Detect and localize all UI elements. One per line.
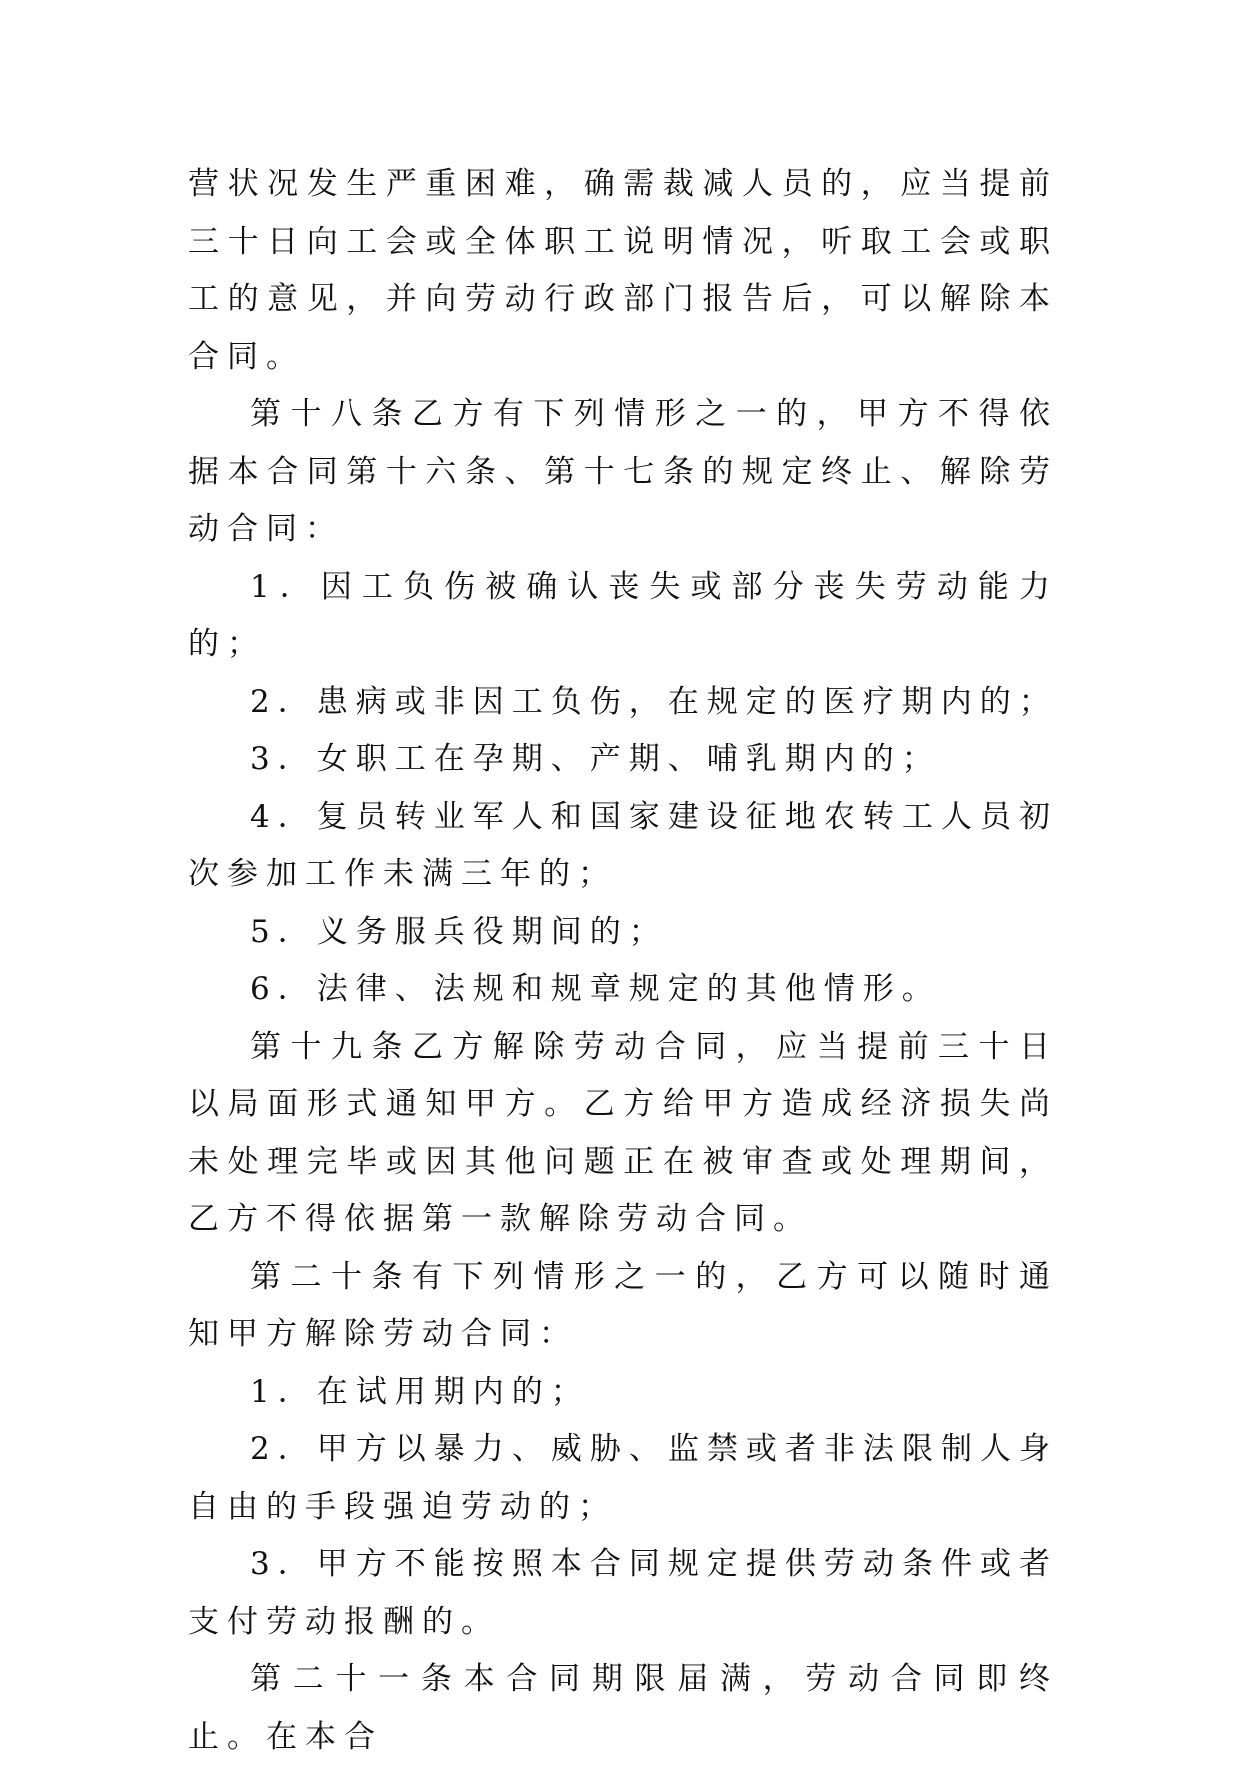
document-body: [188, 156, 1058, 1766]
article-18-item-2: 2．患病或非因工负伤，在规定的医疗期内的；: [250, 683, 1058, 720]
article-20-item-1: 1．在试用期内的；: [250, 1373, 590, 1410]
article-20: 第二十条有下列情形之一的，乙方可以随时通知甲方解除劳动合同：: [188, 1258, 1058, 1352]
article-19: 第十九条乙方解除劳动合同，应当提前三十日以局面形式通知甲方。乙方给甲方造成经济损失尚未处理完毕或因其他问题正在被审查或处理期间，乙方不得依据第一款解除劳动合同。: [188, 1028, 1058, 1237]
article-18-item-3: 3．女职工在孕期、产期、哺乳期内的；: [250, 741, 941, 777]
article-18-item-6: 6．法律、法规和规章规定的其他情形。: [250, 971, 941, 1007]
article-18-item-5: 5．义务服兵役期间的；: [250, 913, 668, 950]
article-18-item-1: 1．因工负伤被确认丧失或部分丧失劳动能力的；: [188, 568, 1058, 662]
article-18: 第十八条乙方有下列情形之一的，甲方不得依据本合同第十六条、第十七条的规定终止、解除劳动合同：: [188, 396, 1058, 547]
article-20-item-2: 2．甲方以暴力、威胁、监禁或者非法限制人身自由的手段强迫劳动的；: [188, 1431, 1058, 1525]
article-21: 第二十一条本合同期限届满，劳动合同即终止。在本合: [188, 1661, 1058, 1755]
article-18-item-4: 4．复员转业军人和国家建设征地农转工人员初次参加工作未满三年的；: [188, 798, 1058, 892]
paragraph-continuation: 营状况发生严重困难，确需裁减人员的，应当提前三十日向工会或全体职工说明情况，听取工会或职工的意见，并向劳动行政部门报告后，可以解除本合同。: [188, 166, 1058, 375]
article-20-item-3: 3．甲方不能按照本合同规定提供劳动条件或者支付劳动报酬的。: [188, 1546, 1058, 1640]
